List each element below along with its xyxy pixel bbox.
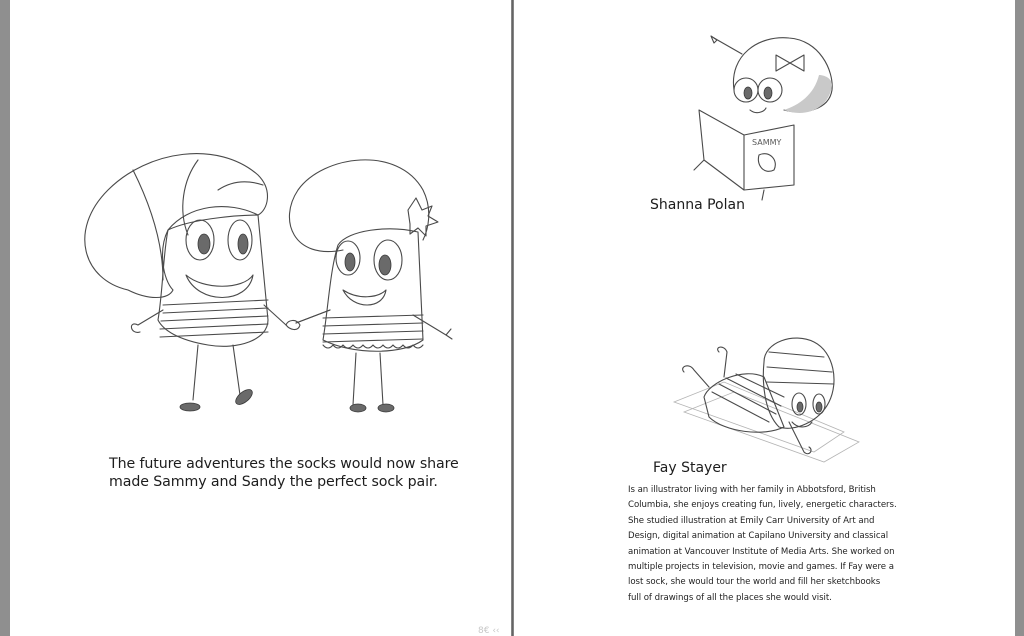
caption-line: The future adventures the socks would now share bbox=[109, 456, 459, 472]
holding-hands bbox=[286, 310, 330, 330]
left-page[interactable] bbox=[10, 0, 511, 636]
bio-line: multiple projects in television, movie and games. If Fay were a bbox=[628, 562, 894, 573]
fay-bio bbox=[628, 483, 928, 606]
bio-line: lost sock, she would tour the world and fill her sketchbooks bbox=[628, 577, 881, 588]
story-caption bbox=[109, 455, 489, 491]
sammy-sock-figure bbox=[85, 154, 286, 411]
fay-drawing-sock-illustration bbox=[664, 332, 884, 472]
bio-line: animation at Vancouver Institute of Media Arts. She worked on bbox=[628, 546, 895, 557]
bio-line: full of drawings of all the places she would visit. bbox=[628, 592, 832, 603]
sandy-sock-figure bbox=[289, 160, 452, 412]
sammy-and-sandy-illustration bbox=[68, 140, 468, 430]
bio-line: She studied illustration at Emily Carr University of Art and bbox=[628, 515, 875, 526]
bio-line: Design, digital animation at Capilano University and classical bbox=[628, 531, 889, 542]
shanna-reading-sock-illustration bbox=[684, 30, 844, 200]
book-title-sammy: SAMMY bbox=[752, 138, 782, 147]
bio-line: Columbia, she enjoys creating fun, lively, energetic characters. bbox=[628, 500, 897, 511]
right-page[interactable] bbox=[514, 0, 1015, 636]
caption-line: made Sammy and Sandy the perfect sock pair. bbox=[109, 474, 438, 490]
bio-line: Is an illustrator living with her family in Abbotsford, British bbox=[628, 485, 876, 495]
pencil-icon bbox=[714, 38, 742, 54]
author-name-shanna: Shanna Polan bbox=[650, 197, 745, 213]
author-name-fay: Fay Stayer bbox=[653, 460, 727, 476]
page-number: 8€ ‹‹ bbox=[478, 626, 500, 636]
